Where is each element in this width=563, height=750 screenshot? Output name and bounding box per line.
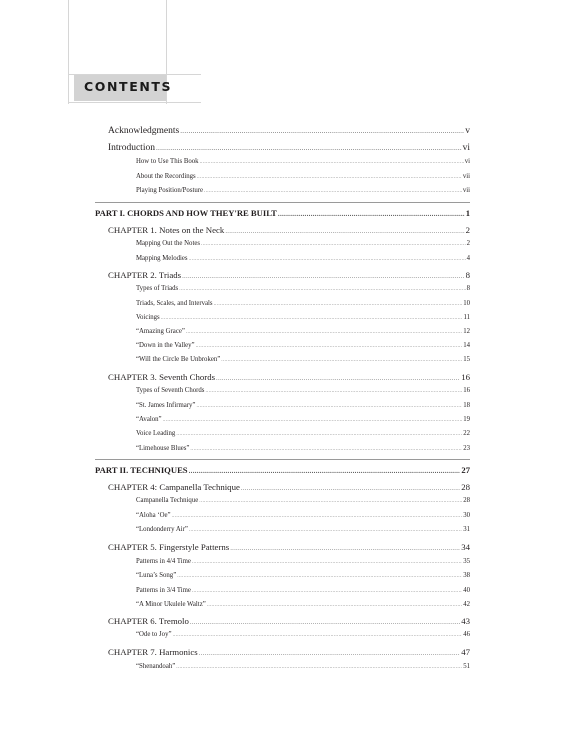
toc-section-title: About the Recordings xyxy=(136,173,196,180)
toc-section[interactable] xyxy=(136,173,470,182)
toc-section-title: Playing Position/Posture xyxy=(136,187,204,194)
toc-section-title: “Londonderry Air” xyxy=(136,526,188,533)
toc-section-title: Patterns in 3/4 Time xyxy=(136,587,191,594)
toc-section[interactable] xyxy=(136,240,470,249)
toc-section-title: “St. James Infirmary” xyxy=(136,402,196,409)
dot-leader xyxy=(199,650,461,657)
toc-section-title: Voicings xyxy=(136,314,160,321)
dot-leader xyxy=(221,357,462,363)
dot-leader xyxy=(204,188,462,194)
toc-section-page: vii xyxy=(462,173,470,180)
dot-leader xyxy=(190,446,462,452)
toc-section-title: How to Use This Book xyxy=(136,158,199,165)
toc-section[interactable] xyxy=(136,300,470,309)
toc-section-page: 40 xyxy=(463,587,470,594)
dot-leader xyxy=(179,286,465,292)
dot-leader xyxy=(197,174,462,180)
toc-section[interactable] xyxy=(136,497,470,506)
dot-leader xyxy=(216,375,460,382)
toc-part-2[interactable] xyxy=(95,465,470,477)
toc-section[interactable] xyxy=(136,631,470,640)
toc-section-page: 19 xyxy=(463,416,470,423)
dot-leader xyxy=(200,159,464,165)
dot-leader xyxy=(180,127,464,135)
toc-section[interactable] xyxy=(136,663,470,672)
dot-leader xyxy=(201,241,466,247)
toc-section-page: 35 xyxy=(463,558,470,565)
toc-chapter-page: 43 xyxy=(461,616,470,626)
dot-leader xyxy=(278,210,465,218)
toc-section[interactable] xyxy=(136,445,470,454)
dot-leader xyxy=(186,329,462,335)
toc-chapter-2[interactable] xyxy=(108,270,470,282)
toc-chapter-6[interactable] xyxy=(108,616,470,628)
toc-entry-page: v xyxy=(465,126,470,136)
dot-leader xyxy=(189,256,466,262)
toc-section[interactable] xyxy=(136,587,470,596)
dot-leader xyxy=(196,403,462,409)
toc-section[interactable] xyxy=(136,416,470,425)
dot-leader xyxy=(214,301,463,307)
toc-chapter-title: CHAPTER 2. Triads xyxy=(108,270,182,280)
toc-chapter-title: CHAPTER 1. Notes on the Neck xyxy=(108,225,225,235)
toc-part-title: PART II. TECHNIQUES xyxy=(95,465,188,475)
toc-section-page: 30 xyxy=(463,512,470,519)
toc-section-page: 8 xyxy=(466,285,470,292)
page-title: CONTENTS xyxy=(84,79,173,94)
toc-section-page: 18 xyxy=(463,402,470,409)
toc-section[interactable] xyxy=(136,430,470,439)
toc-part-1[interactable] xyxy=(95,208,470,220)
dot-leader xyxy=(173,632,463,638)
toc-entry-acknowledgments[interactable] xyxy=(108,126,470,138)
toc-section-title: “Amazing Grace” xyxy=(136,328,185,335)
toc-chapter-page: 8 xyxy=(465,270,470,280)
toc-chapter-page: 34 xyxy=(461,542,470,552)
toc-section[interactable] xyxy=(136,187,470,196)
dot-leader xyxy=(189,467,461,475)
toc-section-title: Patterns in 4/4 Time xyxy=(136,558,191,565)
toc-chapter-title: CHAPTER 7. Harmonics xyxy=(108,647,198,657)
toc-section[interactable] xyxy=(136,356,470,365)
dot-leader xyxy=(176,431,462,437)
toc-section[interactable] xyxy=(136,572,470,581)
dot-leader xyxy=(196,343,463,349)
toc-section[interactable] xyxy=(136,601,470,610)
dot-leader xyxy=(225,228,464,235)
toc-part-page: 1 xyxy=(465,208,470,218)
toc-chapter-7[interactable] xyxy=(108,647,470,659)
dot-leader xyxy=(190,619,460,626)
toc-section-title: Triads, Scales, and Intervals xyxy=(136,300,213,307)
dot-leader xyxy=(199,498,462,504)
toc-section-page: 46 xyxy=(463,631,470,638)
section-divider xyxy=(95,202,470,203)
toc-section-title: Mapping Out the Notes xyxy=(136,240,200,247)
toc-chapter-3[interactable] xyxy=(108,372,470,384)
toc-section-title: “Avalon” xyxy=(136,416,162,423)
toc-section-page: 42 xyxy=(463,601,470,608)
toc-section-title: “Will the Circle Be Unbroken” xyxy=(136,356,221,363)
toc-section-title: Voice Leading xyxy=(136,430,176,437)
dot-leader xyxy=(182,273,465,280)
toc-section-page: 51 xyxy=(463,663,470,670)
toc-section-page: 31 xyxy=(463,526,470,533)
toc-section-page: 16 xyxy=(463,387,470,394)
dot-leader xyxy=(205,388,462,394)
dot-leader xyxy=(177,573,462,579)
dot-leader xyxy=(163,417,463,423)
dot-leader xyxy=(192,559,462,565)
crop-guide-bottom xyxy=(68,102,201,103)
dot-leader xyxy=(189,527,462,533)
toc-section-title: Mapping Melodies xyxy=(136,255,188,262)
toc-section[interactable] xyxy=(136,402,470,411)
toc-section[interactable] xyxy=(136,158,470,167)
toc-chapter-1[interactable] xyxy=(108,225,470,237)
toc-section[interactable] xyxy=(136,387,470,396)
dot-leader xyxy=(161,315,463,321)
toc-section-title: “Shenandoah” xyxy=(136,663,176,670)
toc-chapter-5[interactable] xyxy=(108,542,470,554)
toc-section-title: “Luna’s Song” xyxy=(136,572,177,579)
toc-section-page: 12 xyxy=(463,328,470,335)
crop-guide-left xyxy=(68,0,69,104)
toc-section[interactable] xyxy=(136,285,470,294)
toc-section-page: 4 xyxy=(466,255,470,262)
toc-section-page: 22 xyxy=(463,430,470,437)
toc-section-title: Campanella Technique xyxy=(136,497,199,504)
toc-section[interactable] xyxy=(136,558,470,567)
toc-section[interactable] xyxy=(136,526,470,535)
toc-chapter-title: CHAPTER 3. Seventh Chords xyxy=(108,372,216,382)
dot-leader xyxy=(172,513,463,519)
toc-part-title: PART I. CHORDS AND HOW THEY'RE BUILT xyxy=(95,208,277,218)
toc-part-page: 27 xyxy=(461,465,470,475)
toc-chapter-4[interactable] xyxy=(108,482,470,494)
toc-section-page: 2 xyxy=(466,240,470,247)
toc-chapter-title: CHAPTER 5. Fingerstyle Patterns xyxy=(108,542,230,552)
toc-section-page: vii xyxy=(462,187,470,194)
toc-entry-introduction[interactable] xyxy=(108,143,470,155)
section-divider xyxy=(95,459,470,460)
toc-chapter-page: 47 xyxy=(461,647,470,657)
toc-section-title: “Limehouse Blues” xyxy=(136,445,190,452)
toc-section-title: “A Minor Ukulele Waltz” xyxy=(136,601,206,608)
toc-section[interactable] xyxy=(136,314,470,323)
dot-leader xyxy=(192,588,462,594)
toc-section-page: 38 xyxy=(463,572,470,579)
toc-section[interactable] xyxy=(136,328,470,337)
toc-chapter-page: 16 xyxy=(461,372,470,382)
toc-section-title: “Down in the Valley” xyxy=(136,342,195,349)
dot-leader xyxy=(156,144,462,152)
dot-leader xyxy=(241,485,460,492)
toc-entry-page: vi xyxy=(462,143,470,153)
toc-section-title: Types of Seventh Chords xyxy=(136,387,205,394)
dot-leader xyxy=(176,664,462,670)
dot-leader xyxy=(207,602,462,608)
toc-section-page: 15 xyxy=(463,356,470,363)
toc-section-page: 11 xyxy=(463,314,470,321)
toc-section-page: 10 xyxy=(463,300,470,307)
toc-chapter-page: 28 xyxy=(461,482,470,492)
toc-entry-title: Introduction xyxy=(108,143,155,153)
toc-section-page: 23 xyxy=(463,445,470,452)
toc-section-page: 28 xyxy=(463,497,470,504)
toc-section-page: vi xyxy=(464,158,470,165)
toc-section[interactable] xyxy=(136,512,470,521)
toc-chapter-title: CHAPTER 6. Tremolo xyxy=(108,616,189,626)
toc-section[interactable] xyxy=(136,255,470,264)
toc-chapter-title: CHAPTER 4: Campanella Technique xyxy=(108,482,240,492)
toc-chapter-page: 2 xyxy=(465,225,470,235)
toc-section-title: Types of Triads xyxy=(136,285,179,292)
toc-section-title: “Ode to Joy” xyxy=(136,631,172,638)
toc-section[interactable] xyxy=(136,342,470,351)
dot-leader xyxy=(230,545,460,552)
toc-section-page: 14 xyxy=(463,342,470,349)
toc-section-title: “Aloha ‘Oe” xyxy=(136,512,171,519)
toc-entry-title: Acknowledgments xyxy=(108,126,180,136)
